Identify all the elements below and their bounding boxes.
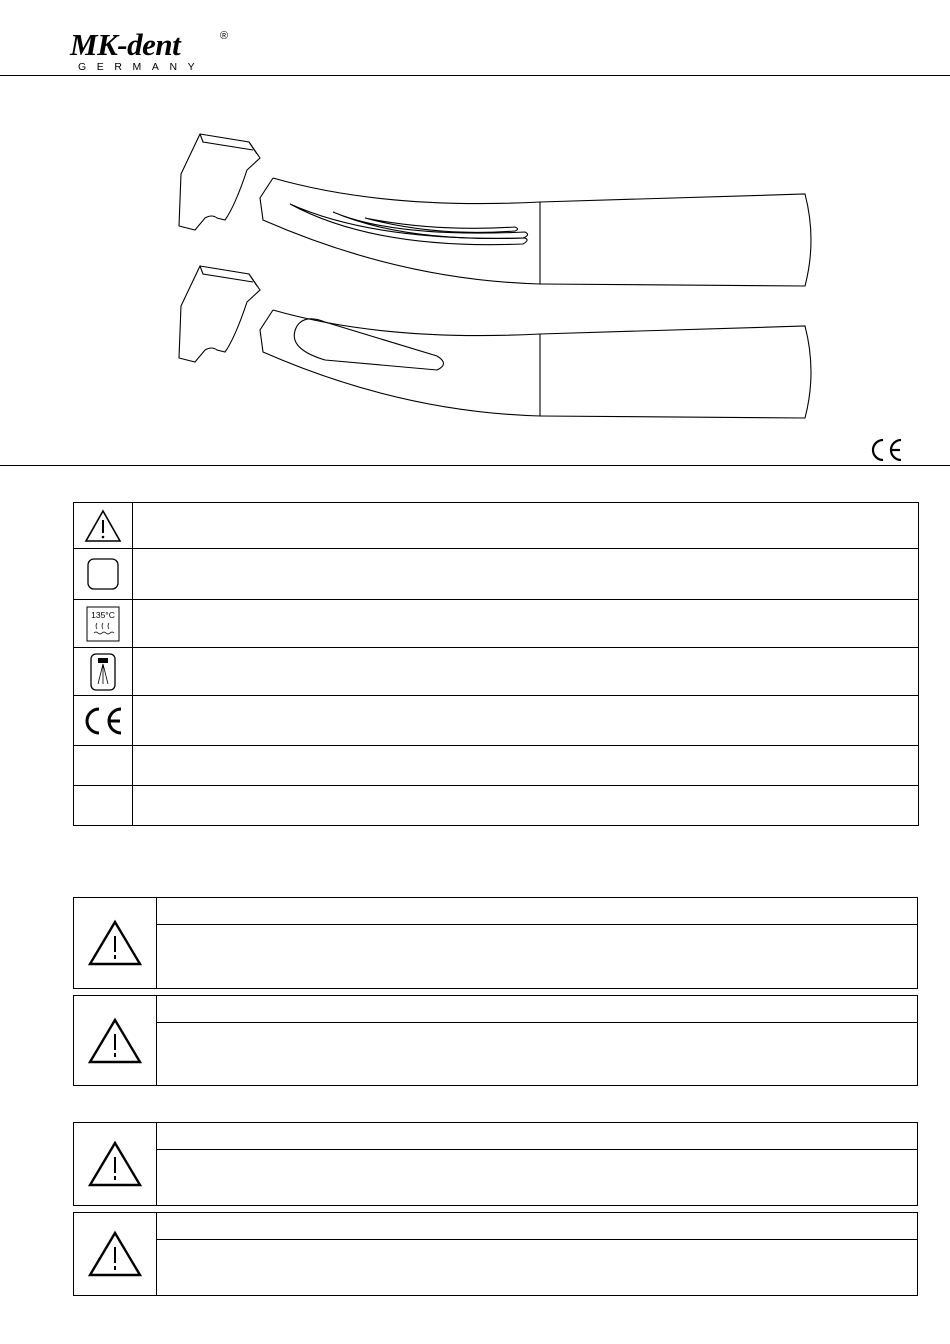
brand-name: MK-dent bbox=[70, 27, 181, 62]
warning-icon-cell bbox=[74, 996, 157, 1085]
symbol-description bbox=[133, 746, 919, 786]
symbol-description bbox=[133, 786, 919, 826]
symbol-description bbox=[133, 696, 919, 746]
warning-heading bbox=[156, 996, 917, 1023]
symbol-icon-cell bbox=[74, 648, 133, 696]
symbol-icon-cell bbox=[74, 600, 133, 648]
ce-mark-icon bbox=[82, 706, 124, 736]
symbol-row bbox=[74, 600, 919, 648]
symbol-row bbox=[74, 549, 919, 600]
handpiece-bottom bbox=[179, 266, 811, 418]
brand-country: GERMANY bbox=[78, 61, 206, 73]
warning-box bbox=[73, 897, 918, 989]
header-divider bbox=[0, 75, 950, 76]
symbol-row bbox=[74, 786, 919, 826]
thermodisinfector-icon bbox=[90, 653, 116, 691]
warning-icon-cell bbox=[74, 1213, 157, 1295]
symbol-row bbox=[74, 746, 919, 786]
symbol-row bbox=[74, 503, 919, 549]
sterilization-icon bbox=[86, 606, 120, 642]
warning-triangle-icon bbox=[87, 1230, 143, 1278]
symbol-row bbox=[74, 648, 919, 696]
symbol-icon-cell bbox=[74, 746, 133, 786]
registered-mark: ® bbox=[220, 30, 229, 42]
warning-body bbox=[156, 1023, 917, 1085]
ce-mark-icon bbox=[868, 437, 904, 463]
warning-triangle-icon bbox=[84, 509, 122, 543]
sterilization-temperature: 135°C bbox=[91, 609, 115, 620]
warning-heading bbox=[156, 1123, 917, 1150]
blank-square-icon bbox=[86, 557, 120, 591]
warning-body bbox=[156, 1150, 917, 1205]
warning-body bbox=[156, 1240, 917, 1295]
warning-body bbox=[156, 925, 917, 988]
handpiece-top bbox=[179, 134, 811, 286]
symbol-icon-cell bbox=[74, 503, 133, 549]
warning-box bbox=[73, 1212, 918, 1296]
warning-icon-cell bbox=[74, 898, 157, 988]
symbols-table bbox=[73, 502, 919, 826]
section-divider bbox=[0, 465, 950, 466]
symbol-description bbox=[133, 648, 919, 696]
symbol-row bbox=[74, 696, 919, 746]
warning-triangle-icon bbox=[87, 919, 143, 967]
symbol-icon-cell bbox=[74, 786, 133, 826]
symbol-description bbox=[133, 549, 919, 600]
warning-triangle-icon bbox=[87, 1017, 143, 1065]
symbol-icon-cell bbox=[74, 549, 133, 600]
warning-icon-cell bbox=[74, 1123, 157, 1205]
brand-logo bbox=[70, 28, 240, 74]
warning-triangle-icon bbox=[87, 1140, 143, 1188]
warning-box bbox=[73, 1122, 918, 1206]
symbol-description bbox=[133, 503, 919, 549]
contra-angle-handpiece-drawing bbox=[165, 120, 825, 430]
symbol-icon-cell bbox=[74, 696, 133, 746]
warning-box bbox=[73, 995, 918, 1086]
symbol-description bbox=[133, 600, 919, 648]
warning-heading bbox=[156, 1213, 917, 1240]
warning-heading bbox=[156, 898, 917, 925]
